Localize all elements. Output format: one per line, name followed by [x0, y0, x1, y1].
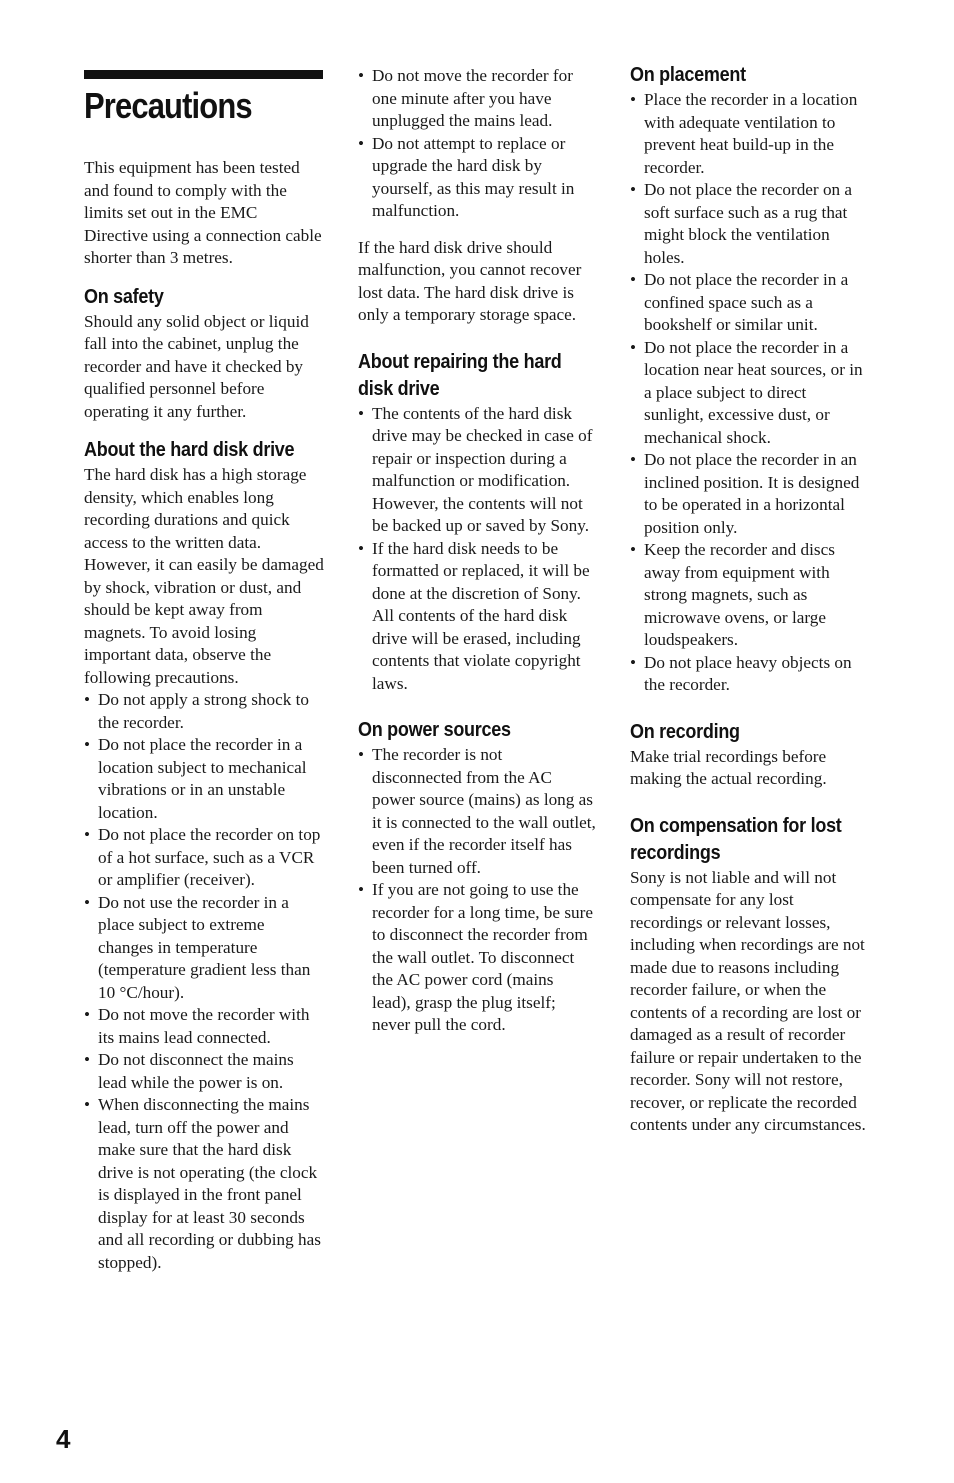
bullet-item: • The contents of the hard disk drive may be checked in case of repair or inspection during a malfunction or modification. However, the contents will not be backed up or saved by Sony. — [358, 403, 596, 538]
bullet-item: • Do not place the recorder in an inclined position. It is designed to be operated in a horizontal position only. — [630, 449, 870, 539]
section-heading-repair: About repairing the hard disk drive — [358, 350, 562, 400]
bullet-item: • Do not move the recorder with its mains lead connected. — [84, 1004, 324, 1049]
bullet-item: • Do not move the recorder for one minute after you have unplugged the mains lead. — [358, 65, 596, 133]
recording-paragraph: Make trial recordings before making the actual recording. — [630, 746, 827, 788]
section-heading-hard-disk: About the hard disk drive — [84, 439, 295, 461]
repair-bullet-list — [358, 403, 596, 696]
bullet-item: • Do not use the recorder in a place subject to extreme changes in temperature (temperature gradient less than 10 °C/hour). — [84, 892, 324, 1005]
title-rule — [84, 70, 323, 79]
section-heading-safety: On safety — [84, 285, 164, 308]
bullet-item: • Do not place the recorder in a location subject to mechanical vibrations or in an unstable location. — [84, 734, 324, 824]
column-right — [630, 62, 870, 1151]
bullet-item: • Do not place the recorder in a confined space such as a bookshelf or similar unit. — [630, 269, 870, 337]
column-middle — [358, 65, 596, 1051]
bullet-item: • The recorder is not disconnected from the AC power source (mains) as long as it is connected to the wall outlet, even if the recorder itself has been turned off. — [358, 744, 596, 879]
safety-paragraph: Should any solid object or liquid fall into the cabinet, unplug the recorder and have it checked by qualified personnel before operating it any further. — [84, 311, 309, 421]
malfunction-paragraph: If the hard disk drive should malfunction, you cannot recover lost data. The hard disk drive is only a temporary storage space. — [358, 237, 582, 324]
intro-paragraph: This equipment has been tested and found to comply with the limits set out in the EMC Directive using a connection cable shorter than 3 metres. — [84, 158, 322, 267]
bullet-item: • Do not disconnect the mains lead while the power is on. — [84, 1049, 324, 1094]
bullet-item: • Do not apply a strong shock to the recorder. — [84, 689, 324, 734]
bullet-item: • Place the recorder in a location with adequate ventilation to prevent heat build-up in the recorder. — [630, 89, 870, 179]
section-heading-placement: On placement — [630, 64, 746, 86]
bullet-item: • Keep the recorder and discs away from equipment with strong magnets, such as microwave ovens, or large loudspeakers. — [630, 539, 870, 652]
bullet-item: • Do not place heavy objects on the recorder. — [630, 652, 870, 697]
compensation-paragraph: Sony is not liable and will not compensate for any lost recordings or relevant losses, including when recordings are not made due to reasons including recorder failure, or when the contents of a recording are lost or damaged as a result of recorder failure or repair undertaken to the recorder. Sony will not restore, recover, or replicate the recorded contents under any circumstances. — [630, 867, 866, 1134]
section-heading-compensation: On compensation for lost recordings — [630, 814, 842, 864]
section-heading-recording: On recording — [630, 720, 740, 743]
hard-disk-bullet-list — [84, 689, 324, 1274]
section-heading-power: On power sources — [358, 719, 511, 741]
placement-bullet-list — [630, 89, 870, 697]
bullet-item: • Do not place the recorder in a location near heat sources, or in a place subject to direct sunlight, excessive dust, or mechanical shock. — [630, 337, 870, 450]
power-bullet-list — [358, 744, 596, 1037]
bullet-item: • If the hard disk needs to be formatted or replaced, it will be done at the discretion of Sony. All contents of the hard disk drive will be erased, including contents that violate copyright laws. — [358, 538, 596, 696]
page-number: 4 — [56, 1424, 71, 1454]
bullet-item: • If you are not going to use the recorder for a long time, be sure to disconnect the recorder from the wall outlet. To disconnect the AC power cord (mains lead), grasp the plug itself; never pull the cord. — [358, 879, 596, 1037]
column-left — [84, 157, 324, 1288]
page-title: Precautions — [84, 85, 252, 126]
bullet-item: • Do not place the recorder on top of a hot surface, such as a VCR or amplifier (receiver). — [84, 824, 324, 892]
hard-disk-bullet-list-continued — [358, 65, 596, 223]
bullet-item: • Do not attempt to replace or upgrade the hard disk by yourself, as this may result in malfunction. — [358, 133, 596, 223]
bullet-item: • Do not place the recorder on a soft surface such as a rug that might block the ventilation holes. — [630, 179, 870, 269]
hard-disk-paragraph: The hard disk has a high storage density, which enables long recording durations and quick access to the written data. However, it can easily be damaged by shock, vibration or dust, and should be kept away from magnets. To avoid losing important data, observe the following precautions. — [84, 465, 324, 687]
bullet-item: • When disconnecting the mains lead, turn off the power and make sure that the hard disk drive is not operating (the clock is displayed in the front panel display for at least 30 seconds and all recording or dubbing has stopped). — [84, 1094, 324, 1274]
